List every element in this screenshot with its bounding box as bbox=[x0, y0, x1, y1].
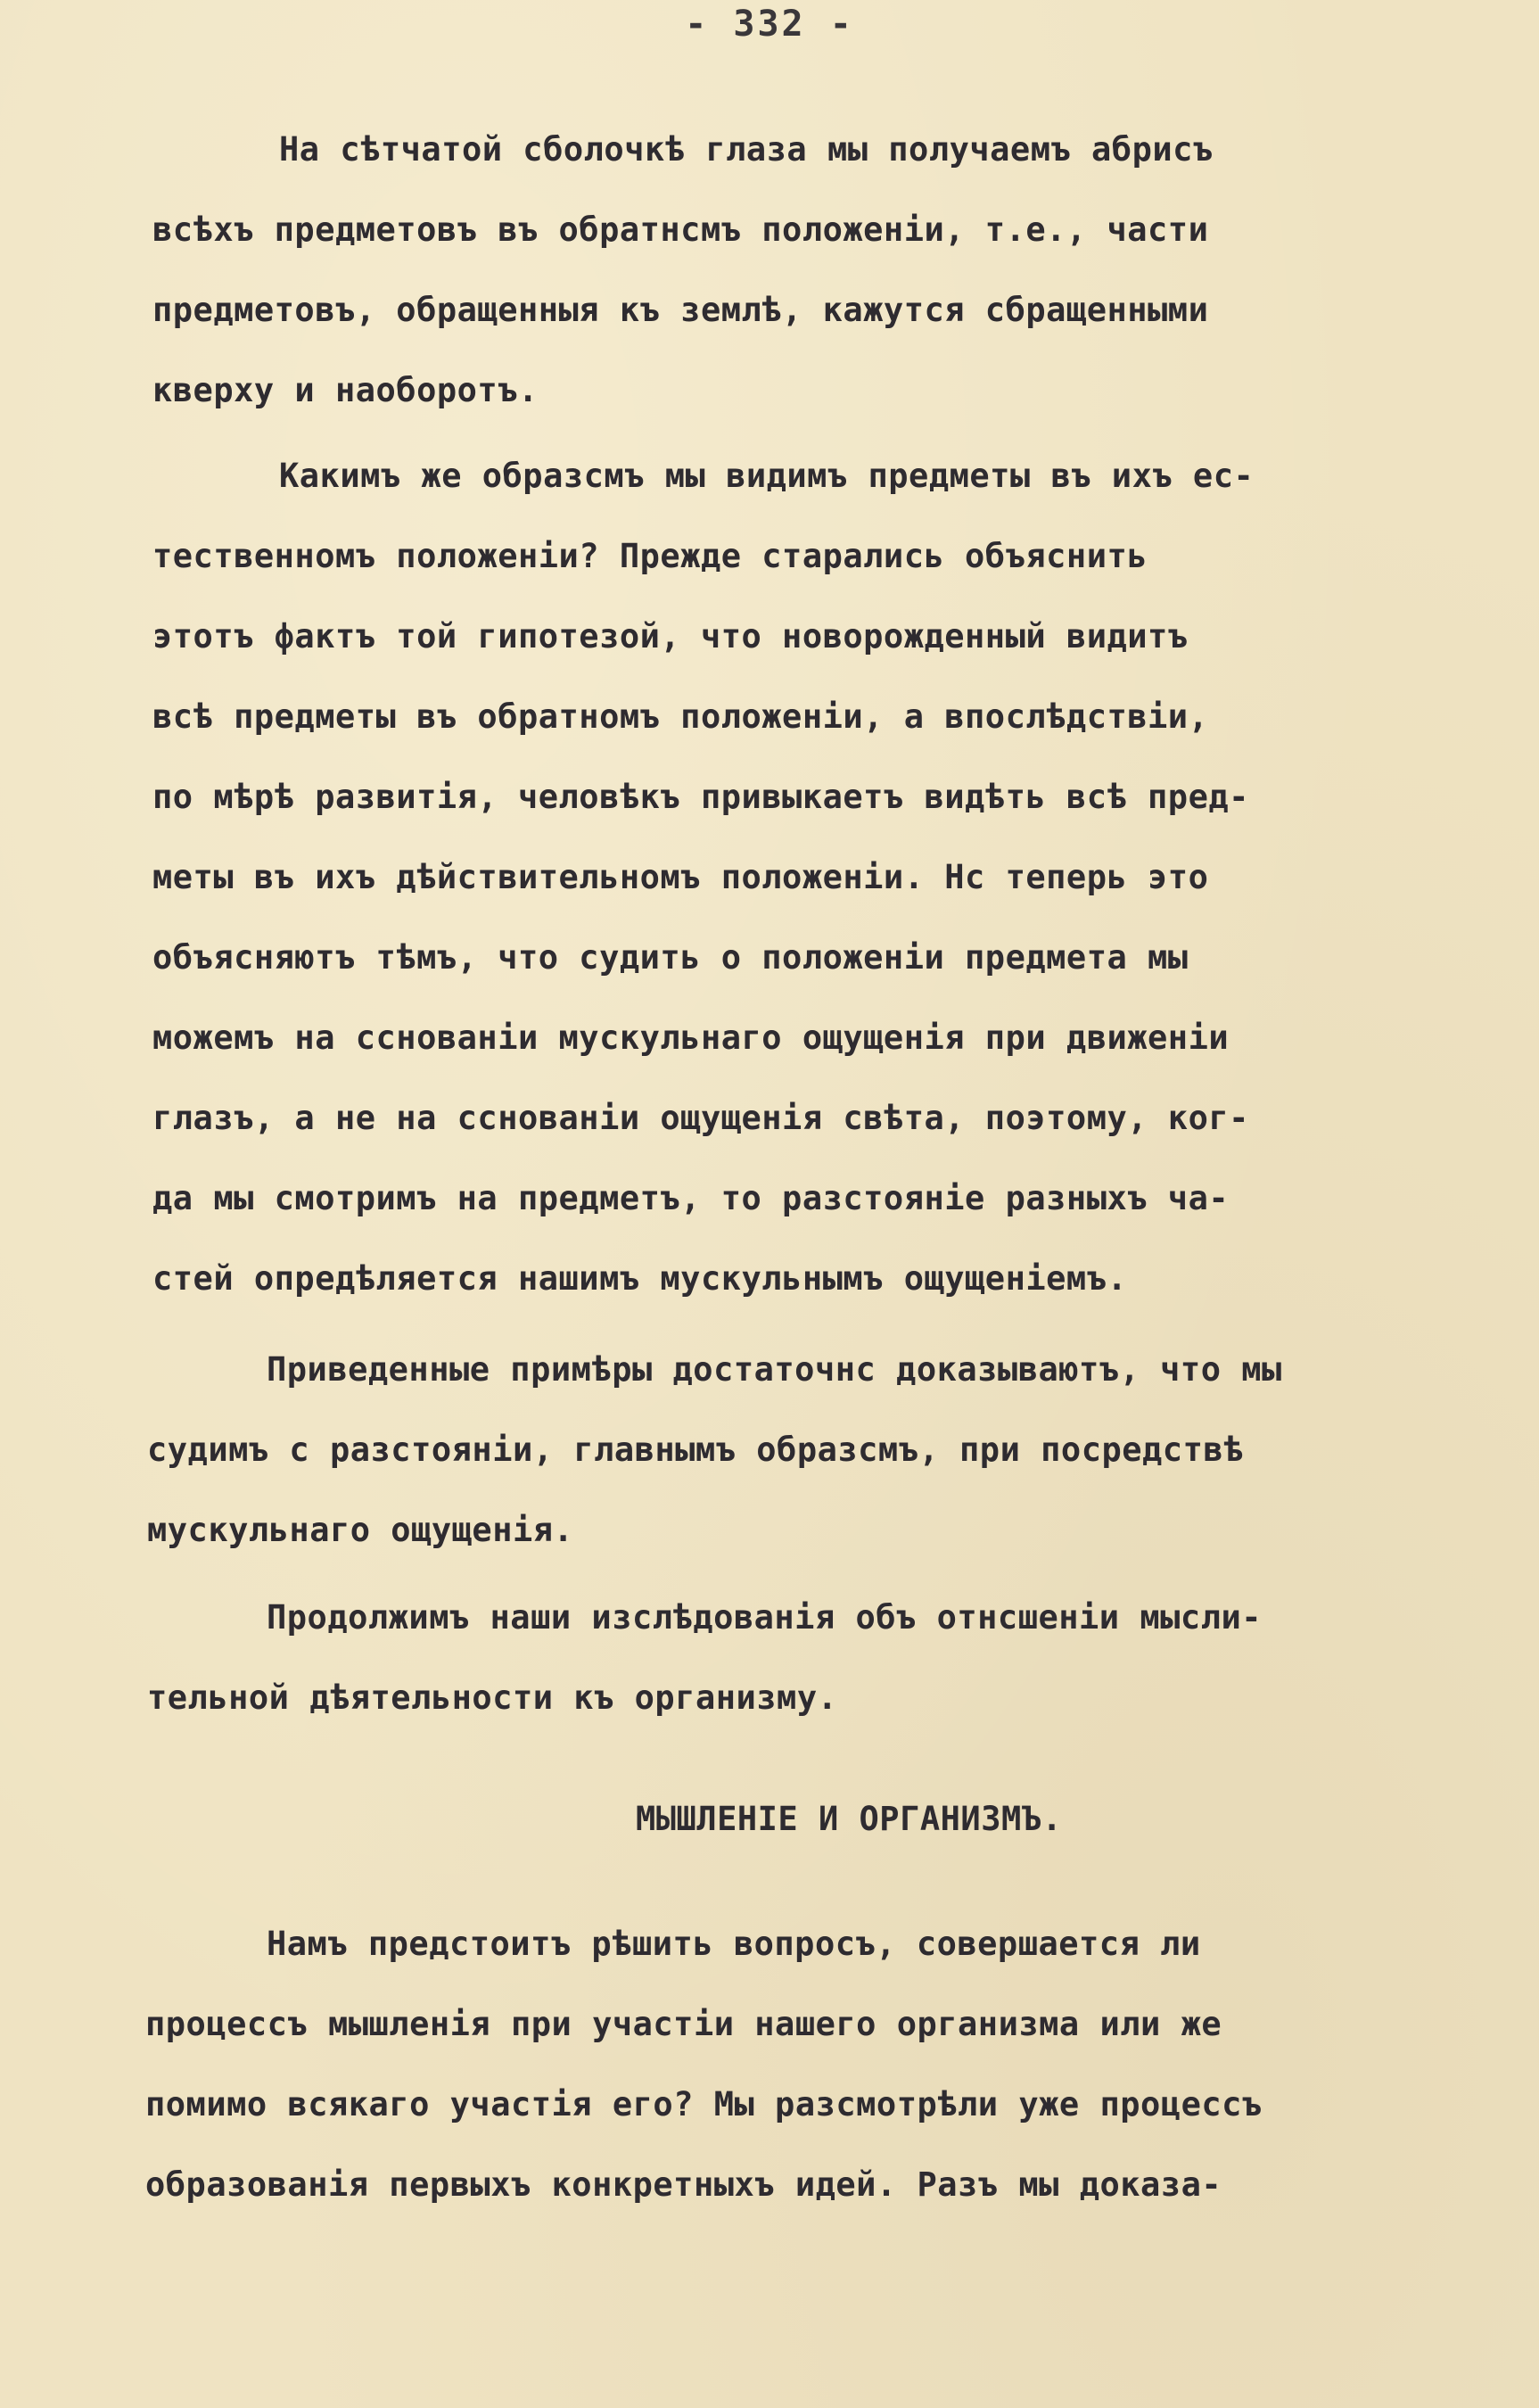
text-line: тельной дѣятельности къ организму. bbox=[147, 1678, 838, 1717]
text-line: этотъ фактъ той гипотезой, что новорожденный видитъ bbox=[152, 617, 1189, 656]
text-line: по мѣрѣ развитiя, человѣкъ привыкаетъ видѣть всѣ пред- bbox=[152, 778, 1249, 816]
text-line: глазъ, а не на сснованiи ощущенiя свѣта, поэтому, ког- bbox=[152, 1099, 1249, 1137]
text-line: Приведенные примѣры достаточнс доказываютъ, что мы bbox=[267, 1350, 1282, 1389]
text-line: всѣхъ предметовъ въ обратнсмъ положенiи, т.е., части bbox=[152, 210, 1209, 249]
text-line: предметовъ, обращенныя къ землѣ, кажутся сбращенными bbox=[152, 291, 1209, 329]
text-line: меты въ ихъ дѣйствительномъ положенiи. Нс теперь это bbox=[152, 858, 1209, 896]
text-line: всѣ предметы въ обратномъ положенiи, а впослѣдствiи, bbox=[152, 697, 1209, 736]
text-line: процессъ мышленiя при участiи нашего организма или же bbox=[145, 2005, 1222, 2043]
text-line: Намъ предстоитъ рѣшить вопросъ, совершается ли bbox=[267, 1925, 1201, 1963]
text-line: Какимъ же образсмъ мы видимъ предметы въ ихъ ес- bbox=[279, 457, 1255, 495]
page-number: - 332 - bbox=[685, 4, 854, 45]
text-line: кверху и наоборотъ. bbox=[152, 371, 539, 409]
text-line: тественномъ положенiи? Прежде старались объяснить bbox=[152, 537, 1148, 575]
text-line: объясняютъ тѣмъ, что судить о положенiи предмета мы bbox=[152, 938, 1189, 977]
text-line: На сѣтчатой сболочкѣ глаза мы получаемъ абрисъ bbox=[279, 130, 1214, 169]
text-line: судимъ с разстоянiи, главнымъ образсмъ, при посредствѣ bbox=[147, 1431, 1244, 1469]
section-heading: МЫШЛЕНIЕ И ОРГАНИЗМЪ. bbox=[636, 1800, 1063, 1838]
text-line: образованiя первыхъ конкретныхъ идей. Разъ мы доказа- bbox=[145, 2165, 1222, 2204]
text-line: Продолжимъ наши изслѣдованiя объ отнсшенiи мысли- bbox=[267, 1598, 1263, 1637]
text-line: можемъ на сснованiи мускульнаго ощущенiя при движенiи bbox=[152, 1018, 1230, 1057]
text-line: мускульнаго ощущенiя. bbox=[147, 1511, 574, 1549]
text-line: да мы смотримъ на предметъ, то разстоянiе разныхъ ча- bbox=[152, 1179, 1230, 1217]
text-line: помимо всякаго участiя его? Мы разсмотрѣли уже процессъ bbox=[145, 2085, 1263, 2123]
text-line: стей опредѣляется нашимъ мускульнымъ ощущенiемъ. bbox=[152, 1259, 1128, 1298]
